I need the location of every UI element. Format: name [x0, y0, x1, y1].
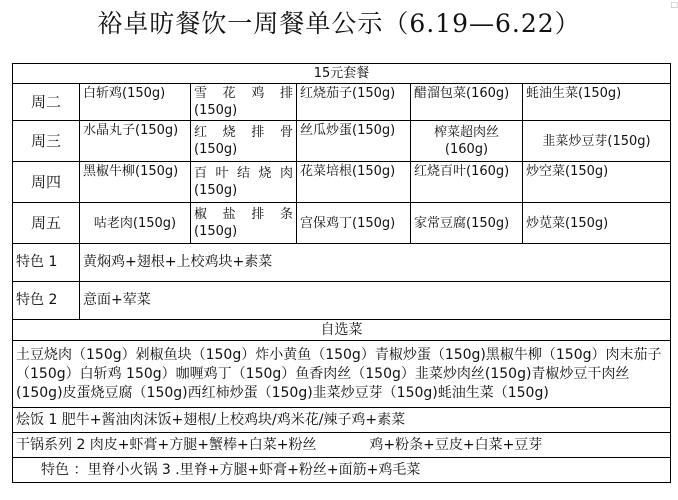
special-label: 特色 1 — [13, 244, 80, 282]
optional-header: 自选菜 — [13, 320, 671, 341]
dish-cell: 炒苋菜(150g) — [523, 203, 671, 244]
optional-dishes: 土豆烧肉（150g）剁椒鱼块（150g）炸小黄鱼（150g）青椒炒蛋（150g)黑椒牛柳（150g）肉末茄子（150g）白斩鸡 150g）咖喱鸡丁（150g）鱼香肉丝（150g）韭菜炒肉丝(150g)青椒炒豆干肉丝(150g)皮蛋烧豆腐（150g)西红柿炒蛋（150g)韭菜炒豆芽（150g)蚝油生菜（150g) — [13, 341, 671, 408]
table-row — [13, 121, 671, 162]
dry-pot-text-b: 鸡+粉条+豆皮+白菜+豆芽 — [369, 436, 543, 453]
dish-cell: 红烧茄子(150g) — [297, 84, 411, 121]
dish-cell: 黑椒牛柳(150g) — [80, 162, 191, 203]
special-label: 特色 2 — [13, 282, 80, 320]
dish-cell: 水晶丸子(150g) — [80, 121, 191, 162]
dish-cell: 白斩鸡(150g) — [80, 84, 191, 121]
dish-cell: 蚝油生菜(150g) — [523, 84, 671, 121]
table-row — [13, 433, 671, 458]
day-label: 周二 — [13, 84, 80, 121]
table-row — [13, 282, 671, 320]
dish-cell: 炒空菜(150g) — [523, 162, 671, 203]
dish-cell: 宫保鸡丁(150g) — [297, 203, 411, 244]
dish-cell: 花菜培根(150g) — [297, 162, 411, 203]
set-meal-header: 15元套餐 — [13, 64, 671, 84]
table-row — [13, 203, 671, 244]
menu-table — [12, 63, 671, 483]
dish-cell: 红 烧 排 骨(150g) — [191, 121, 297, 162]
dish-cell: 雪 花 鸡 排(150g) — [191, 84, 297, 121]
day-label: 周五 — [13, 203, 80, 244]
dish-cell: 椒 盐 排 条(150g) — [191, 203, 297, 244]
table-row — [13, 458, 671, 483]
table-row — [13, 244, 671, 282]
dish-cell: 百 叶 结 烧 肉(150g) — [191, 162, 297, 203]
dish-cell: 榨菜超肉丝(160g) — [411, 121, 523, 162]
page-title: 裕卓昉餐饮一周餐单公示（6.19—6.22） — [97, 9, 581, 38]
dish-cell: 韭菜炒豆芽(150g) — [523, 121, 671, 162]
dish-cell: 醋溜包菜(160g) — [411, 84, 523, 121]
dry-pot-text-a: 干锅系列 2 肉皮+虾膏+方腿+蟹棒+白菜+粉丝 — [16, 436, 317, 453]
table-row — [13, 408, 671, 433]
corner-mark: □ — [670, 0, 678, 9]
special-pot-text: 特色 ：里脊小火锅 3 .里脊+方腿+虾膏+粉丝+面筋+鸡毛菜 — [13, 458, 671, 483]
dish-cell: 丝瓜炒蛋(150g) — [297, 121, 411, 162]
dry-pot-row — [13, 433, 671, 458]
dish-cell: 红烧百叶(160g) — [411, 162, 523, 203]
table-row — [13, 162, 671, 203]
table-row — [13, 84, 671, 121]
special-text: 意面+荤菜 — [80, 282, 671, 320]
day-label: 周四 — [13, 162, 80, 203]
rice-bowl-text: 烩饭 1 肥牛+酱油肉沫饭+翅根/上校鸡块/鸡米花/辣子鸡+素菜 — [13, 408, 671, 433]
dish-cell: 家常豆腐(150g) — [411, 203, 523, 244]
dish-cell: 咕老肉(150g) — [80, 203, 191, 244]
special-text: 黄焖鸡+翅根+上校鸡块+素菜 — [80, 244, 671, 282]
day-label: 周三 — [13, 121, 80, 162]
